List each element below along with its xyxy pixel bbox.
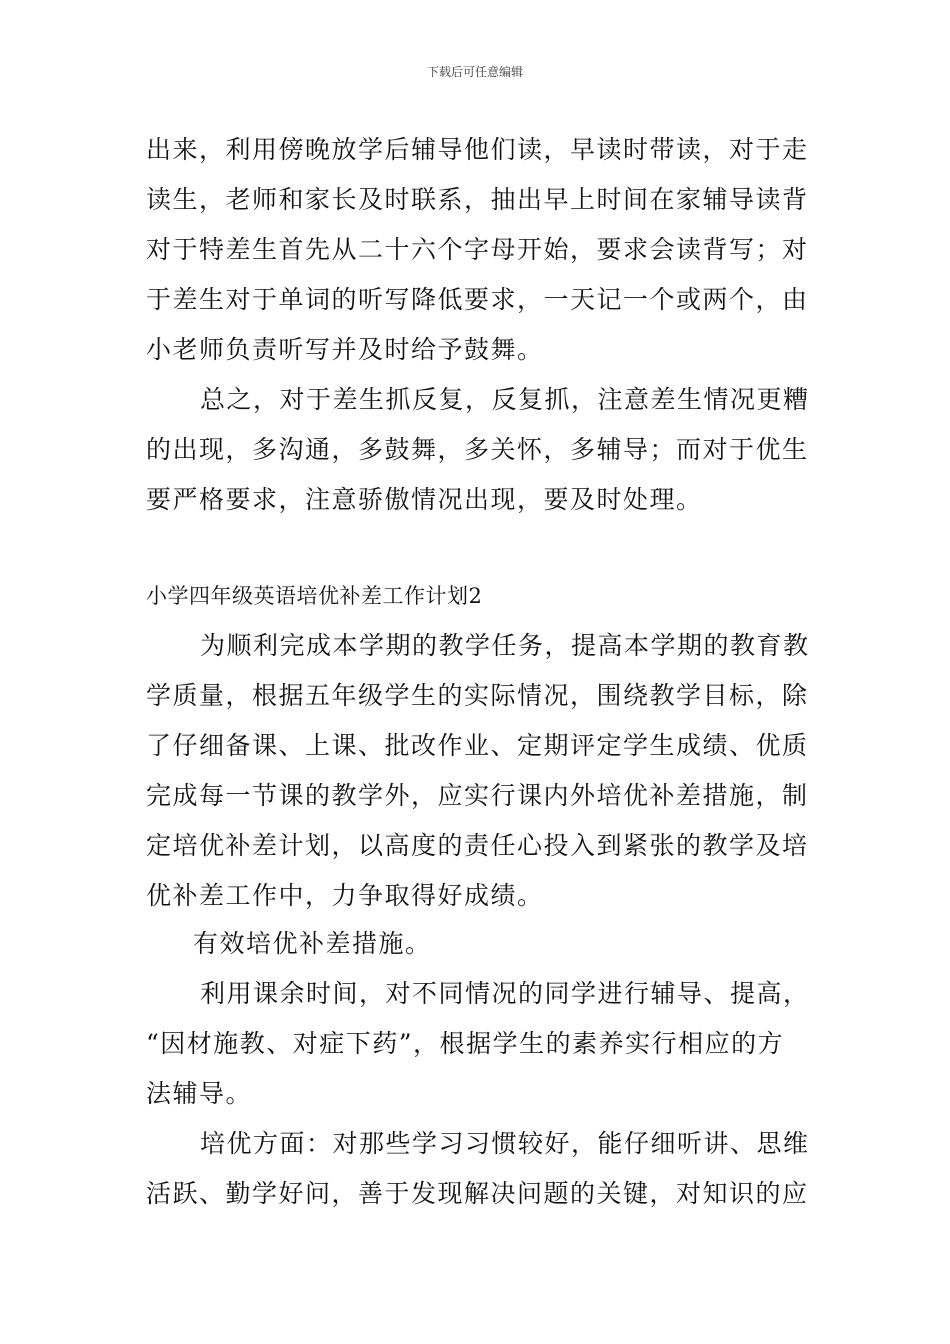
body-line: 定培优补差计划，以高度的责任心投入到紧张的教学及培 <box>146 831 809 860</box>
body-line: 优补差工作中，力争取得好成绩。 <box>146 881 544 910</box>
body-line: 完成每一节课的教学外，应实行课内外培优补差措施，制 <box>146 781 809 810</box>
body-line: 于差生对于单词的听写降低要求，一天记一个或两个，由 <box>146 285 809 314</box>
body-line: 了仔细备课、上课、批改作业、定期评定学生成绩、优质 <box>146 731 809 760</box>
section-heading: 小学四年级英语培优补差工作计划2 <box>146 584 483 608</box>
body-line: 读生，老师和家长及时联系，抽出早上时间在家辅导读背 <box>146 185 809 214</box>
subsection-line: 有效培优补差措施。 <box>193 929 432 958</box>
body-line: 出来，利用傍晚放学后辅导他们读，早读时带读，对于走 <box>146 135 809 164</box>
body-line: 的出现，多沟通，多鼓舞，多关怀，多辅导；而对于优生 <box>146 435 809 464</box>
body-line: 小老师负责听写并及时给予鼓舞。 <box>146 335 544 364</box>
body-line: 要严格要求，注意骄傲情况出现，要及时处理。 <box>146 485 703 514</box>
page-header: 下载后可任意编辑 <box>426 65 523 79</box>
paragraph-first-line: 总之，对于差生抓反复，反复抓，注意差生情况更糟 <box>200 385 810 414</box>
body-line: 学质量，根据五年级学生的实际情况，围绕教学目标，除 <box>146 681 809 710</box>
body-line: “因材施教、对症下药”，根据学生的素养实行相应的方 <box>146 1029 785 1058</box>
paragraph-first-line: 为顺利完成本学期的教学任务，提高本学期的教育教 <box>200 631 810 660</box>
body-line: 活跃、勤学好问，善于发现解决问题的关键，对知识的应 <box>146 1179 809 1208</box>
body-line: 法辅导。 <box>146 1079 253 1108</box>
paragraph-first-line: 利用课余时间，对不同情况的同学进行辅导、提高， <box>200 979 810 1008</box>
body-line: 对于特差生首先从二十六个字母开始，要求会读背写；对 <box>146 235 809 264</box>
paragraph-first-line: 培优方面：对那些学习习惯较好，能仔细听讲、思维 <box>200 1129 810 1158</box>
